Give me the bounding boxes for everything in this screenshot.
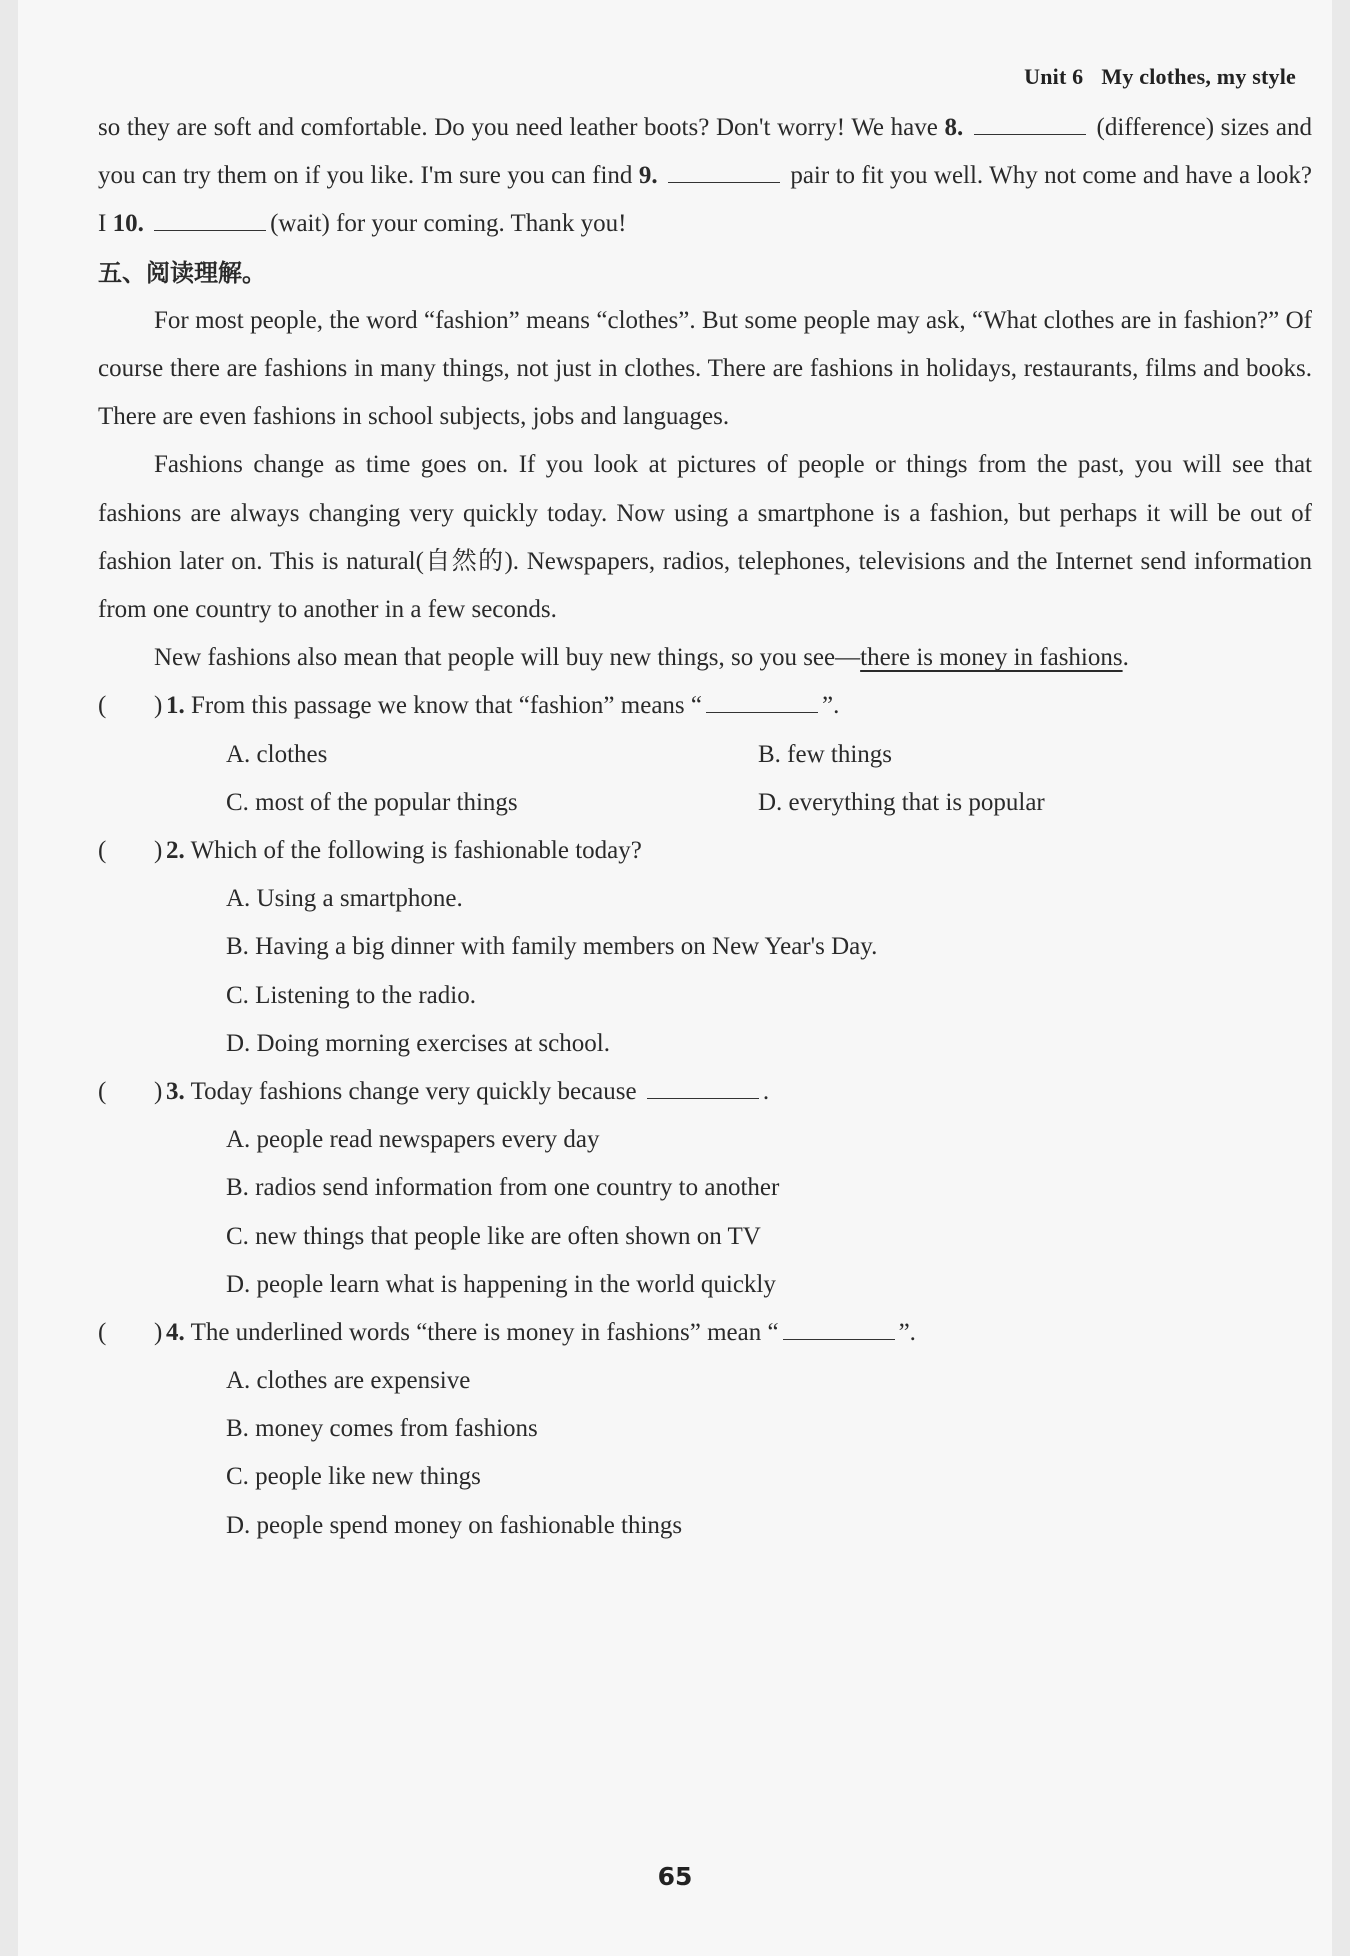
question-number: 1. [166, 692, 185, 720]
stem-text: Which of the following is fashionable today? [190, 837, 642, 864]
page-number: 65 [657, 1862, 693, 1891]
cloze-text-4: (wait) for your coming. Thank you! [270, 210, 627, 238]
option-c[interactable]: C. people like new things [226, 1463, 481, 1491]
question-4 [98, 1309, 1312, 1550]
option-d[interactable]: D. people learn what is happening in the world quickly [226, 1270, 776, 1298]
option-c[interactable]: C. new things that people like are often shown on TV [226, 1222, 761, 1250]
answer-blank-8[interactable] [974, 110, 1086, 135]
option-a[interactable]: A. Using a smartphone. [226, 885, 463, 913]
question-number: 4. [166, 1318, 185, 1346]
option-a[interactable]: A. clothes [226, 740, 328, 768]
page-content [98, 104, 1312, 1550]
answer-blank[interactable] [706, 688, 818, 713]
answer-blank-9[interactable] [668, 158, 780, 183]
cloze-text-1: so they are soft and comfortable. Do you need leather boots? Don't worry! We have [98, 114, 945, 141]
blank-number-10: 10. [112, 210, 144, 238]
option-b[interactable]: B. money comes from fashions [226, 1415, 538, 1443]
question-number: 3. [166, 1077, 185, 1105]
paragraph-3-end: . [1122, 644, 1129, 672]
stem-end: . [762, 1077, 770, 1105]
section-heading: 五、阅读理解。 [98, 258, 266, 287]
stem-text: Today fashions change very quickly because [190, 1077, 643, 1105]
running-header [1024, 64, 1296, 90]
answer-paren-close[interactable]: ) [154, 837, 163, 864]
question-1 [98, 682, 1312, 827]
answer-paren-open: ( [98, 1318, 107, 1346]
question-2 [98, 827, 1312, 1068]
answer-paren-open: ( [98, 1077, 107, 1105]
option-a[interactable]: A. clothes are expensive [226, 1367, 471, 1395]
stem-end: ”. [822, 692, 840, 720]
stem-text: The underlined words “there is money in fashions” mean “ [190, 1318, 779, 1346]
reading-paragraph-3 [98, 634, 1312, 682]
option-d[interactable]: D. Doing morning exercises at school. [226, 1029, 610, 1057]
answer-paren-open: ( [98, 837, 107, 864]
option-b[interactable]: B. radios send information from one country to another [226, 1174, 780, 1202]
answer-paren-close[interactable]: ) [154, 1318, 163, 1346]
cloze-text-3: pair to fit you well. Why not come and have a look? I [98, 162, 1313, 238]
stem-text: From this passage we know that “fashion” means “ [191, 692, 702, 720]
workbook-page [18, 0, 1332, 1956]
underlined-phrase: there is money in fashions [860, 644, 1123, 672]
option-c[interactable]: C. most of the popular things [226, 788, 518, 816]
unit-title: My clothes, my style [1101, 64, 1296, 89]
option-b[interactable]: B. few things [758, 740, 893, 768]
answer-blank[interactable] [783, 1315, 895, 1340]
answer-blank-10[interactable] [154, 206, 266, 231]
option-d[interactable]: D. people spend money on fashionable things [226, 1511, 683, 1539]
option-a[interactable]: A. people read newspapers every day [226, 1126, 600, 1154]
question-stem [166, 1309, 916, 1357]
answer-blank[interactable] [647, 1074, 759, 1099]
unit-label: Unit 6 [1024, 64, 1084, 89]
cloze-text-2: (difference) sizes and you can try them on if you like. I'm sure you can find [98, 114, 1312, 190]
answer-paren-close[interactable]: ) [154, 692, 163, 720]
question-3 [98, 1068, 1312, 1309]
question-stem [166, 1068, 769, 1116]
option-d[interactable]: D. everything that is popular [758, 788, 1045, 816]
paragraph-3-text: New fashions also mean that people will buy new things, so you see— [154, 644, 861, 672]
reading-paragraph-2: Fashions change as time goes on. If you look at pictures of people or things from the past, you will see that fashions are always changing very quickly today. Now using a smartphone is a fashion, but perhaps it will be out of fashion later on. This is natural(自然的). Newspapers, radios, telephones, televisions and the Internet send information from one country to another in a few seconds. [98, 451, 1312, 624]
option-b[interactable]: B. Having a big dinner with family members on New Year's Day. [226, 933, 878, 961]
answer-paren-open: ( [98, 692, 107, 720]
question-number: 2. [166, 837, 185, 864]
blank-number-9: 9. [638, 162, 658, 190]
stem-end: ”. [898, 1318, 916, 1346]
reading-paragraph-1: For most people, the word “fashion” means “clothes”. But some people may ask, “What clothes are in fashion?” Of course there are fashions in many things, not just in clothes. There are fashions in holidays, restaurants, films and books. There are even fashions in school subjects, jobs and languages. [98, 306, 1312, 431]
blank-number-8: 8. [944, 114, 964, 141]
option-c[interactable]: C. Listening to the radio. [226, 981, 476, 1009]
cloze-continuation [98, 104, 1312, 249]
question-stem [166, 682, 839, 730]
question-stem [166, 827, 642, 875]
answer-paren-close[interactable]: ) [154, 1077, 163, 1105]
